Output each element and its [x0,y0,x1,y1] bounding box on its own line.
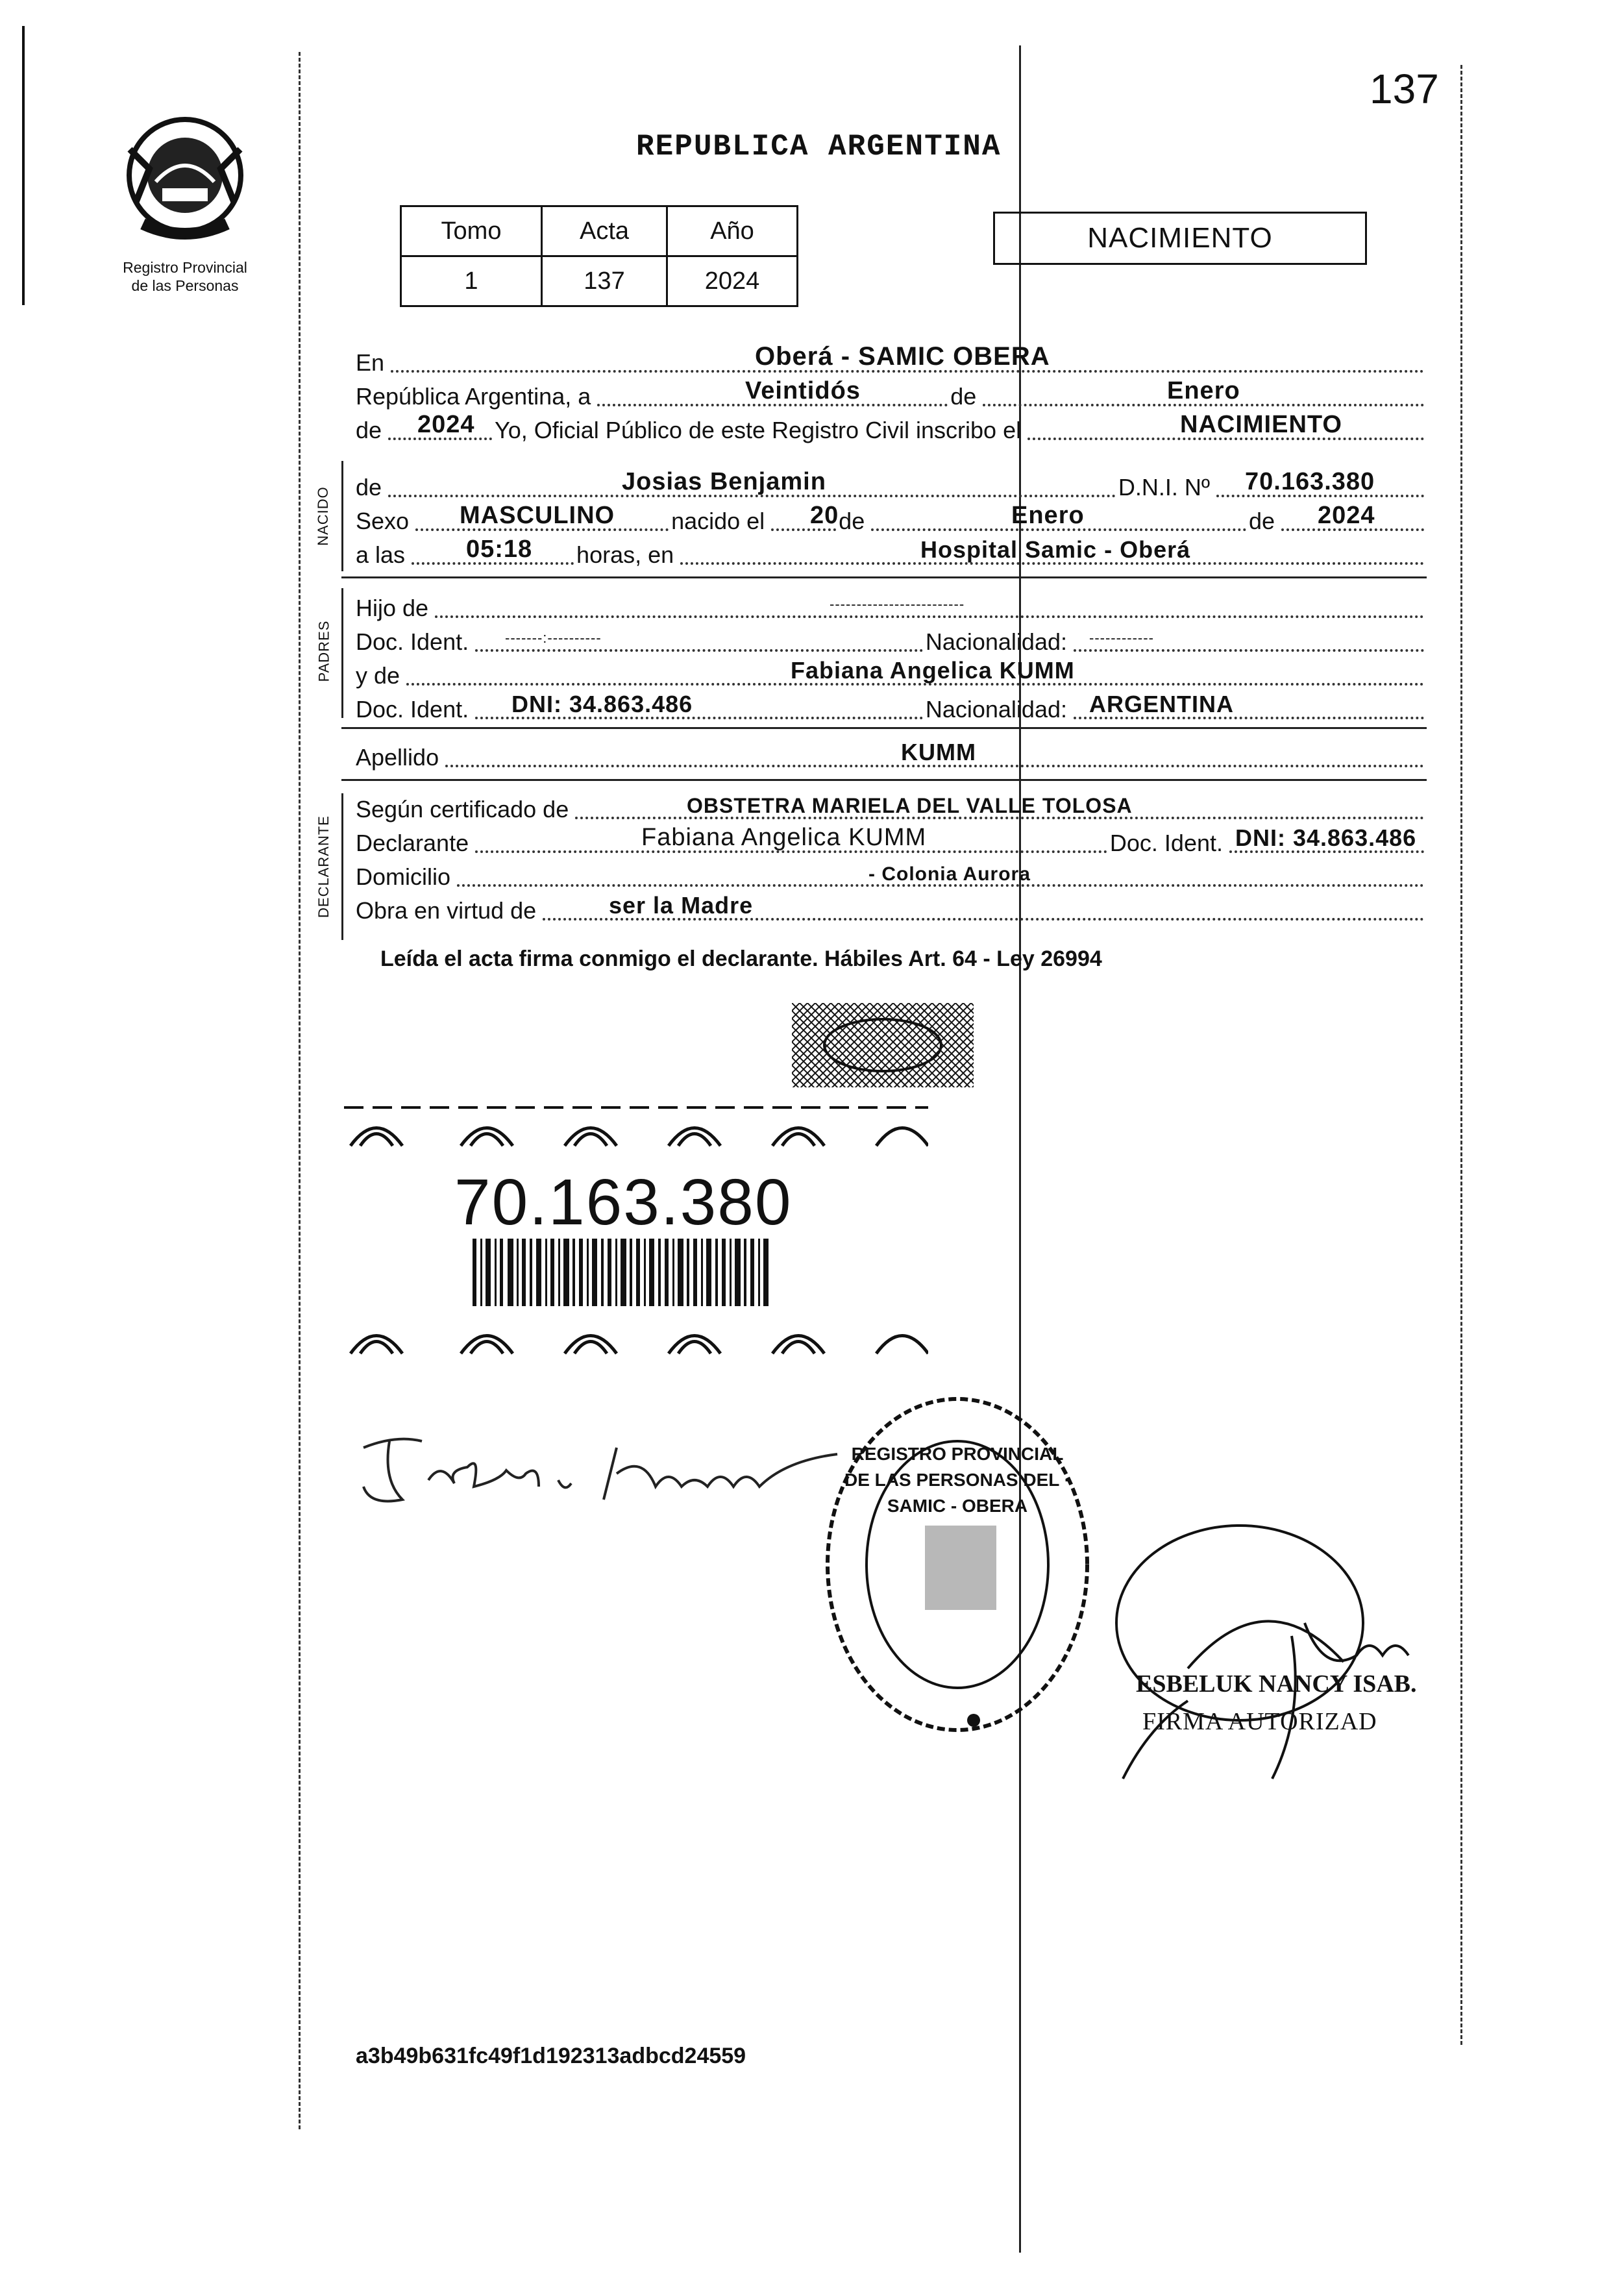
authority-role: FIRMA AUTORIZAD [1142,1708,1377,1735]
row-apellido [356,739,1427,771]
name-value: Josias Benjamin [622,468,826,495]
dom-value: - Colonia Aurora [868,863,1031,885]
doc1-label: Doc. Ident. [356,628,469,655]
fingerprint-band-bottom [344,1311,928,1357]
row-mother [356,657,1427,689]
declarante-bar [341,793,343,940]
yde-label: y de [356,662,400,689]
republica-label: República Argentina, a [356,383,591,410]
mother-value: Fabiana Angelica KUMM [791,657,1075,684]
doc1-value: -------:---------- [505,630,602,646]
page-number: 137 [1370,66,1439,112]
row-republica [356,378,1427,410]
registry-line-2: de las Personas [131,277,239,294]
act-type-box: NACIMIENTO [993,212,1367,265]
day-value: Veintidós [745,377,861,404]
sexo-value: MASCULINO [460,502,615,529]
padres-bar [341,588,343,718]
registry-line-1: Registro Provincial [123,259,247,276]
cert-label: Según certificado de [356,796,569,823]
decl-value: Fabiana Angelica KUMM [641,824,927,851]
authority-name: ESBELUK NANCY ISAB. [1136,1670,1417,1698]
apellido-label: Apellido [356,744,439,771]
registry-name [91,258,279,295]
row-doc2 [356,691,1427,723]
de-label-3: de [1248,508,1275,534]
nac2-label: Nacionalidad: [925,696,1067,723]
dni-label: D.N.I. Nº [1118,474,1210,501]
obra-label: Obra en virtud de [356,897,537,924]
month-value: Enero [1167,377,1240,404]
closing-note: Leída el acta firma conmigo el declarante. Hábiles Art. 64 - Ley 26994 [380,946,1102,971]
divider-2 [341,727,1427,729]
row-cert [356,791,1427,823]
stamp-text: REGISTRO PROVINCIAL DE LAS PERSONAS DEL · SAMIC - OBERA [844,1444,1070,1516]
row-obra [356,892,1427,924]
right-dash-line [1460,65,1462,2045]
nacido-el-label: nacido el [671,508,765,534]
document-hash: a3b49b631fc49f1d192313adbcd24559 [356,2044,746,2068]
inscribe-value: NACIMIENTO [1180,411,1342,438]
sexo-label: Sexo [356,508,410,534]
row-declarante [356,824,1427,857]
acta-header: Acta [542,206,667,256]
official-stamp [811,1383,1103,1746]
name-de-label: de [356,474,382,501]
row-hora [356,536,1427,569]
ano-value: 2024 [667,256,798,306]
de-label: de [950,383,977,410]
year-prefix: de [356,417,382,443]
padres-label: PADRES [315,620,332,682]
row-doc1 [356,623,1427,656]
year-value: 2024 [417,411,475,438]
tomo-header: Tomo [401,206,542,256]
yo-label: Yo, Oficial Público de este Registro Civil inscribo el [495,417,1022,443]
row-en [356,344,1427,377]
cert-value: OBSTETRA MARIELA DEL VALLE TOLOSA [687,794,1133,817]
de-label-2: de [839,508,865,534]
province-seal [117,110,253,247]
obra-value: ser la Madre [609,892,754,919]
declarante-label: DECLARANTE [315,815,332,918]
hijo-value: ------------------------- [830,596,965,612]
security-hologram [792,1003,974,1087]
en-label: En [356,349,385,376]
nac2-value: ARGENTINA [1089,691,1234,717]
day-born-value: 20 [810,502,839,529]
nacido-bar [341,461,343,571]
decl-doc-label: Doc. Ident. [1109,830,1223,856]
reference-table [400,205,798,307]
row-hijo [356,589,1427,622]
country-title: REPUBLICA ARGENTINA [636,130,1002,164]
fingerprint-band-top [344,1104,928,1149]
id-sticker-number: 70.163.380 [454,1166,793,1239]
left-edge-line [22,26,25,305]
row-nacido-name [356,469,1427,501]
doc2-value: DNI: 34.863.486 [511,691,693,717]
fold-line [1019,45,1021,2253]
a-las-label: a las [356,541,406,568]
nacido-label: NACIDO [314,486,331,546]
nac1-value: ------------ [1089,630,1154,646]
en-value: Oberá - SAMIC OBERA [755,342,1050,371]
dni-value: 70.163.380 [1245,468,1375,495]
decl-label: Declarante [356,830,469,856]
hour-value: 05:18 [466,536,533,563]
doc2-label: Doc. Ident. [356,696,469,723]
hijo-label: Hijo de [356,595,429,621]
row-year [356,412,1427,444]
year-born-value: 2024 [1318,502,1375,529]
acta-value: 137 [542,256,667,306]
barcode [473,1239,769,1306]
nac1-label: Nacionalidad: [925,628,1067,655]
row-sexo [356,502,1427,535]
declarant-signature [344,1409,850,1513]
month-born-value: Enero [1011,502,1085,529]
tomo-value: 1 [401,256,542,306]
divider-3 [341,779,1427,781]
margin-dash-line [299,52,301,2129]
apellido-value: KUMM [901,739,976,765]
authority-signature [1110,1506,1460,1792]
dom-label: Domicilio [356,863,451,890]
horas-en-label: horas, en [576,541,674,568]
row-domicilio [356,858,1427,891]
place-value: Hospital Samic - Oberá [920,536,1191,563]
divider-1 [341,576,1427,578]
ano-header: Año [667,206,798,256]
decl-doc-value: DNI: 34.863.486 [1235,824,1417,851]
